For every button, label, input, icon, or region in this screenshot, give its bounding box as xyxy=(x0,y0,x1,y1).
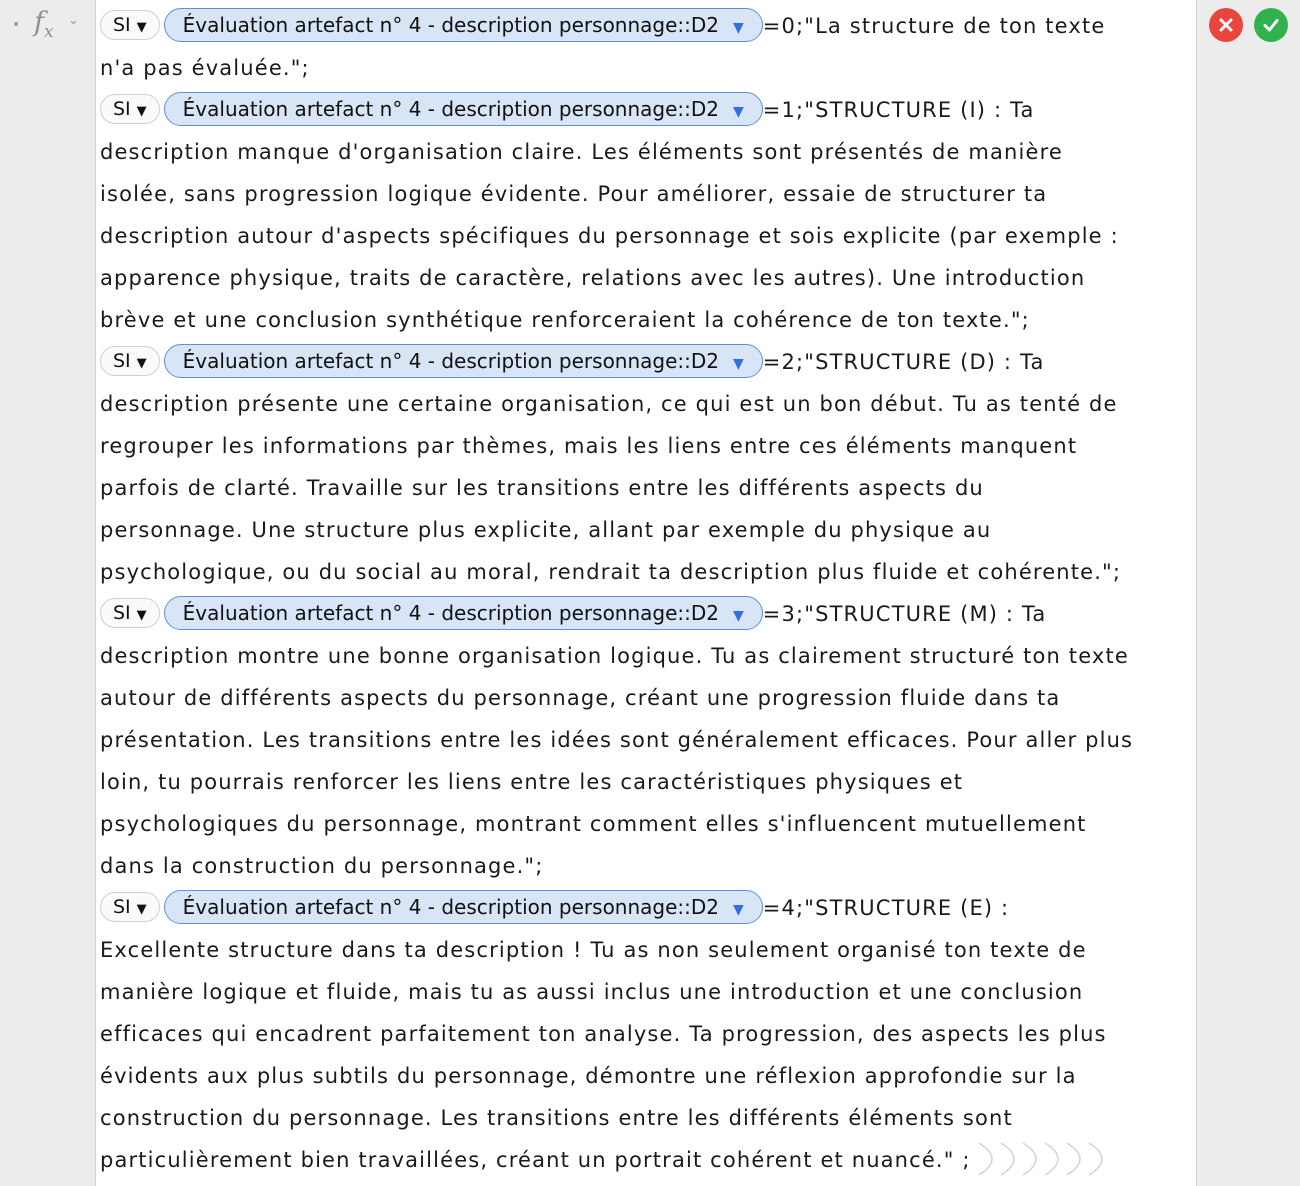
formula-text-line[interactable] xyxy=(100,383,1118,425)
si-function-token[interactable] xyxy=(100,94,160,124)
dropdown-triangle-icon[interactable]: ▼ xyxy=(136,902,147,917)
formula-text: regrouper les informations par thèmes, mais les liens entre ces éléments manquent xyxy=(100,434,1078,458)
closing-parentheses-icon xyxy=(975,1141,1117,1177)
formula-text: description présente une certaine organisation, ce qui est un bon début. Tu as tenté de xyxy=(100,392,1118,416)
formula-text: efficaces qui encadrent parfaitement ton analyse. Ta progression, des aspects les plus xyxy=(100,1022,1107,1046)
formula-text-line[interactable] xyxy=(100,257,1085,299)
si-token-label: SI xyxy=(113,896,131,918)
cell-reference-token[interactable] xyxy=(164,8,763,42)
cell-reference-label: Évaluation artefact n° 4 - description personnage::D2 xyxy=(182,601,720,625)
formula-text: dans la construction du personnage."; xyxy=(100,854,544,878)
formula-actions xyxy=(1197,0,1300,1186)
formula-text-line[interactable] xyxy=(100,47,310,89)
si-function-token[interactable] xyxy=(100,346,160,376)
formula-text: manière logique et fluide, mais tu as aussi inclus une introduction et une conclusion xyxy=(100,980,1084,1004)
si-function-token[interactable] xyxy=(100,598,160,628)
formula-text: autour de différents aspects du personnage, créant une progression fluide dans ta xyxy=(100,686,1061,710)
dropdown-triangle-icon[interactable]: ▼ xyxy=(733,104,744,120)
closing-parenthesis-mark xyxy=(979,1143,992,1175)
formula-text-line[interactable] xyxy=(100,1097,1013,1139)
formula-text-line[interactable] xyxy=(100,803,1087,845)
formula-text: loin, tu pourrais renforcer les liens entre les caractéristiques physiques et xyxy=(100,770,964,794)
closing-parenthesis-mark xyxy=(1089,1143,1102,1175)
closing-parenthesis-mark xyxy=(1045,1143,1058,1175)
formula-text: personnage. Une structure plus explicite, allant par exemple du physique au xyxy=(100,518,992,542)
closing-parenthesis-mark xyxy=(1001,1143,1014,1175)
formula-text-line[interactable] xyxy=(100,551,1121,593)
formula-text: isolée, sans progression logique évidente. Pour améliorer, essaie de structurer ta xyxy=(100,182,1048,206)
formula-text-line[interactable] xyxy=(100,1013,1107,1055)
formula-text-line[interactable] xyxy=(100,173,1047,215)
formula-text: =0;"La structure de ton texte xyxy=(762,14,1106,38)
formula-text: =2;"STRUCTURE (D) : Ta xyxy=(762,350,1045,374)
dropdown-triangle-icon[interactable]: ▼ xyxy=(136,20,147,35)
si-token-label: SI xyxy=(113,98,131,120)
formula-text: psychologique, ou du social au moral, rendrait ta description plus fluide et cohérente."; xyxy=(100,560,1122,584)
cell-reference-token[interactable] xyxy=(164,92,763,126)
formula-text: n'a pas évaluée."; xyxy=(100,56,310,80)
formula-condition-line[interactable] xyxy=(100,887,1009,929)
formula-text: parfois de clarté. Travaille sur les transitions entre les différents aspects du xyxy=(100,476,984,500)
si-token-label: SI xyxy=(113,14,131,36)
si-token-label: SI xyxy=(113,602,131,624)
dropdown-triangle-icon[interactable]: ▼ xyxy=(733,902,744,918)
formula-text-line[interactable] xyxy=(100,299,1030,341)
closing-parenthesis-mark xyxy=(1067,1143,1080,1175)
formula-text: =3;"STRUCTURE (M) : Ta xyxy=(762,602,1047,626)
cell-reference-token[interactable] xyxy=(164,890,763,924)
formula-condition-line[interactable] xyxy=(100,89,1035,131)
formula-condition-line[interactable] xyxy=(100,5,1105,47)
cell-reference-label: Évaluation artefact n° 4 - description personnage::D2 xyxy=(182,349,720,373)
cancel-button[interactable] xyxy=(1209,8,1243,42)
formula-text-line[interactable] xyxy=(100,845,543,887)
formula-text: psychologiques du personnage, montrant comment elles s'influencent mutuellement xyxy=(100,812,1087,836)
formula-text: apparence physique, traits de caractère, relations avec les autres). Une introduction xyxy=(100,266,1086,290)
formula-text: Excellente structure dans ta description ! Tu as non seulement organisé ton texte de xyxy=(100,938,1087,962)
formula-text: particulièrement bien travaillées, créant un portrait cohérent et nuancé." ; xyxy=(100,1148,971,1172)
formula-text-line[interactable] xyxy=(100,509,991,551)
formula-text-line[interactable] xyxy=(100,761,963,803)
si-function-token[interactable] xyxy=(100,10,160,40)
function-icon[interactable]: $f_x$ xyxy=(34,7,54,42)
formula-gutter xyxy=(0,0,96,1186)
checkmark-icon xyxy=(1262,16,1280,34)
formula-text-line[interactable] xyxy=(100,1139,1117,1181)
formula-text: =4;"STRUCTURE (E) : xyxy=(762,896,1010,920)
cell-reference-label: Évaluation artefact n° 4 - description personnage::D2 xyxy=(182,13,720,37)
cell-reference-label: Évaluation artefact n° 4 - description personnage::D2 xyxy=(182,895,720,919)
chevron-down-icon[interactable]: ⌄ xyxy=(68,13,79,28)
formula-text-line[interactable] xyxy=(100,467,984,509)
cell-reference-token[interactable] xyxy=(164,344,763,378)
formula-text-line[interactable] xyxy=(100,719,1133,761)
closing-parenthesis-mark xyxy=(1023,1143,1036,1175)
formula-text: évidents aux plus subtils du personnage, démontre une réflexion approfondie sur la xyxy=(100,1064,1077,1088)
dropdown-triangle-icon[interactable]: ▼ xyxy=(136,608,147,623)
formula-condition-line[interactable] xyxy=(100,341,1045,383)
si-token-label: SI xyxy=(113,350,131,372)
dropdown-triangle-icon[interactable]: ▼ xyxy=(733,608,744,624)
formula-text: description montre une bonne organisation logique. Tu as clairement structuré ton texte xyxy=(100,644,1129,668)
formula-text: description autour d'aspects spécifiques du personnage et sois explicite (par exemple : xyxy=(100,224,1119,248)
x-mark-icon xyxy=(1218,17,1234,33)
formula-text-line[interactable] xyxy=(100,929,1087,971)
formula-text-line[interactable] xyxy=(100,635,1129,677)
accept-button[interactable] xyxy=(1254,8,1288,42)
formula-text: description manque d'organisation claire. Les éléments sont présentés de manière xyxy=(100,140,1063,164)
dropdown-triangle-icon[interactable]: ▼ xyxy=(136,104,147,119)
dropdown-triangle-icon[interactable]: ▼ xyxy=(733,20,744,36)
formula-editor[interactable] xyxy=(96,0,1197,1186)
formula-text-line[interactable] xyxy=(100,1055,1077,1097)
formula-text-line[interactable] xyxy=(100,215,1119,257)
formula-text-line[interactable] xyxy=(100,677,1060,719)
si-function-token[interactable] xyxy=(100,892,160,922)
dropdown-triangle-icon[interactable]: ▼ xyxy=(733,356,744,372)
formula-text-line[interactable] xyxy=(100,131,1063,173)
formula-text: brève et une conclusion synthétique renforceraient la cohérence de ton texte."; xyxy=(100,308,1030,332)
bullet-icon: • xyxy=(12,17,21,33)
cell-reference-label: Évaluation artefact n° 4 - description personnage::D2 xyxy=(182,97,720,121)
formula-text: présentation. Les transitions entre les idées sont généralement efficaces. Pour aller plus xyxy=(100,728,1134,752)
formula-text: =1;"STRUCTURE (I) : Ta xyxy=(762,98,1035,122)
dropdown-triangle-icon[interactable]: ▼ xyxy=(136,356,147,371)
formula-condition-line[interactable] xyxy=(100,593,1046,635)
formula-text-line[interactable] xyxy=(100,425,1077,467)
formula-text: construction du personnage. Les transitions entre les différents éléments sont xyxy=(100,1106,1013,1130)
cell-reference-token[interactable] xyxy=(164,596,763,630)
formula-text-line[interactable] xyxy=(100,971,1083,1013)
